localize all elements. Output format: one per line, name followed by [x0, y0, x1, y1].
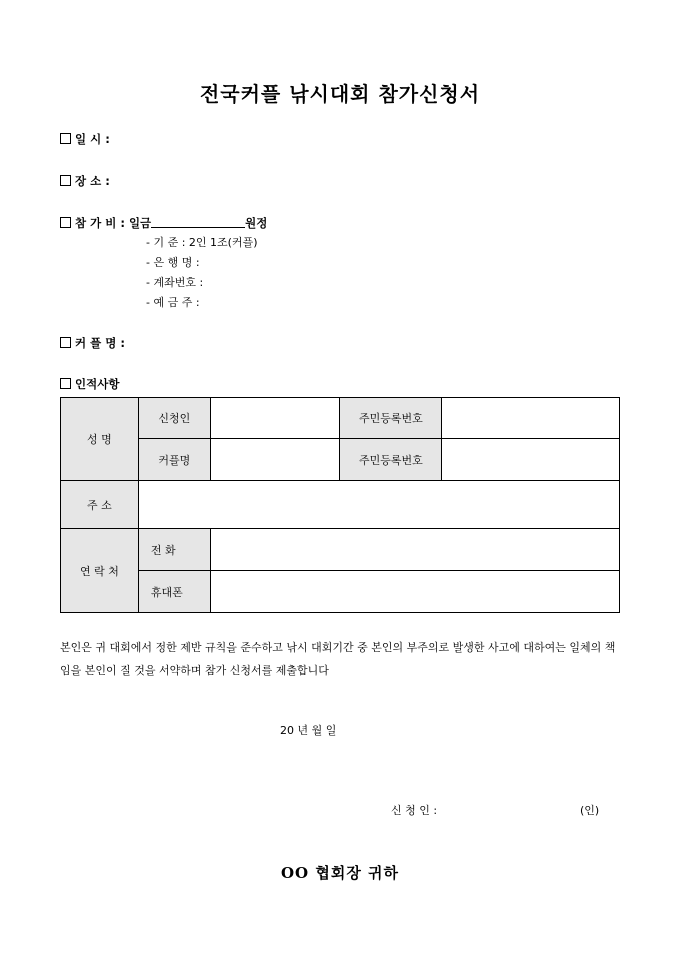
recipient: OO 협회장 귀하 [280, 864, 400, 882]
checkbox-icon [60, 217, 71, 228]
checkbox-icon [60, 378, 71, 389]
fee-label: 참 가 비 : 일금 [75, 216, 152, 230]
section-date-label: 일 시 : [75, 132, 110, 146]
section-date [60, 131, 110, 147]
section-place-label: 장 소 : [75, 174, 110, 188]
checkbox-icon [60, 133, 71, 144]
table-row [61, 481, 620, 529]
contact-header: 연 락 처 [61, 529, 139, 613]
page-title: 전국커플 낚시대회 참가신청서 [199, 82, 481, 106]
personal-label: 인적사항 [75, 377, 120, 391]
name-header: 성 명 [61, 398, 139, 481]
section-place [60, 173, 110, 189]
checkbox-icon [60, 175, 71, 186]
signer-label: 신 청 인 : [391, 804, 438, 817]
applicant-resident-label: 주민등록번호 [340, 398, 442, 439]
mobile-label: 휴대폰 [138, 571, 210, 613]
address-field[interactable] [138, 481, 619, 529]
fee-detail-account: - 계좌번호 : [146, 276, 204, 289]
section-personal [60, 376, 119, 392]
fee-detail-bank: - 은 행 명 : [146, 256, 200, 269]
couple-name-field[interactable] [210, 439, 340, 481]
couple-label: 커플명 [138, 439, 210, 481]
fee-suffix: 원정 [245, 216, 268, 230]
pledge-text: 본인은 귀 대회에서 정한 제반 규칙을 준수하고 낚시 대회기간 중 본인의 부주의로 발생한 사고에 대하여는 일체의 책임을 본인이 질 것을 서약하며 참가 신청서를 제출합니다 [60, 641, 616, 677]
couple-resident-label: 주민등록번호 [340, 439, 442, 481]
fee-detail-holder: - 예 금 주 : [146, 296, 200, 309]
address-label: 주 소 [61, 481, 139, 529]
applicant-label: 신청인 [138, 398, 210, 439]
table-row [61, 439, 620, 481]
seal-label: (인) [580, 804, 600, 817]
checkbox-icon [60, 337, 71, 348]
fee-amount-blank [151, 216, 245, 228]
couple-name-label: 커 플 명 : [75, 336, 125, 350]
table-row [61, 529, 620, 571]
phone-label: 전 화 [138, 529, 210, 571]
mobile-field[interactable] [210, 571, 619, 613]
table-row [61, 398, 620, 439]
couple-resident-field[interactable] [442, 439, 620, 481]
personal-info-table [60, 397, 620, 613]
table-row [61, 571, 620, 613]
fee-detail-standard: - 기 준 : 2인 1조(커플) [146, 236, 258, 249]
applicant-resident-field[interactable] [442, 398, 620, 439]
section-fee [60, 215, 267, 231]
date-line: 20 년 월 일 [280, 724, 337, 737]
phone-field[interactable] [210, 529, 619, 571]
applicant-name-field[interactable] [210, 398, 340, 439]
section-couple-name [60, 335, 125, 351]
